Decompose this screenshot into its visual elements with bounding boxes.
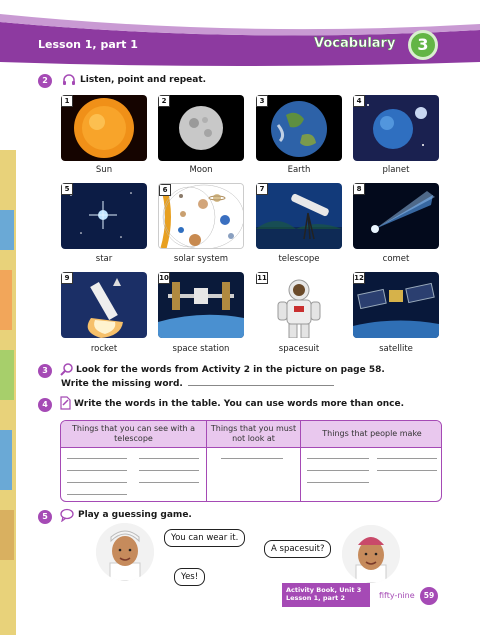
item-number: 1 — [61, 95, 73, 107]
boy-avatar — [96, 523, 154, 581]
page-number: 59 — [420, 587, 438, 605]
item-number: 10 — [159, 274, 169, 282]
item-label: rocket — [90, 344, 118, 354]
activity3-line2: Write the missing word. — [61, 379, 183, 389]
item-number: 11 — [257, 274, 267, 282]
speech-bubble: Yes! — [174, 568, 205, 586]
satellite-image — [353, 272, 439, 338]
space-station-image — [158, 272, 244, 338]
pencil-icon — [58, 396, 72, 410]
item-number: 8 — [353, 183, 365, 195]
write-line[interactable] — [307, 470, 369, 471]
speech-bubble-icon — [60, 508, 74, 522]
comet-image — [353, 183, 439, 249]
speech-bubble: A spacesuit? — [264, 540, 331, 558]
moon-image — [158, 95, 244, 161]
telescope-image — [256, 183, 342, 249]
lesson-title: Lesson 1, part 1 — [38, 38, 138, 51]
table-header: Things that people make — [301, 421, 442, 447]
write-line[interactable] — [377, 470, 437, 471]
activity2-instruction: Listen, point and repeat. — [80, 75, 207, 85]
activity-number: 3 — [38, 364, 52, 378]
item-number: 7 — [256, 183, 268, 195]
item-label: Moon — [189, 165, 213, 175]
item-number: 3 — [256, 95, 268, 107]
solar-system-image — [158, 183, 244, 249]
write-line[interactable] — [377, 458, 437, 459]
word-table — [60, 420, 442, 502]
item-number: 4 — [353, 95, 365, 107]
activity-number: 2 — [38, 74, 52, 88]
write-line[interactable] — [67, 482, 127, 483]
header-banner — [0, 0, 480, 72]
item-label: space station — [172, 344, 230, 354]
activity5-instruction: Play a guessing game. — [78, 510, 192, 520]
page-header — [0, 0, 480, 72]
ab-line-1: Activity Book, Unit 3 — [286, 586, 362, 594]
activity3-line1: Look for the words from Activity 2 in the picture on page 58. — [76, 365, 385, 375]
item-number: 12 — [354, 274, 364, 282]
activity4-instruction: Write the words in the table. You can use words more than once. — [74, 399, 405, 409]
item-number: 5 — [61, 183, 73, 195]
headphones-icon — [62, 73, 76, 87]
earth-image — [256, 95, 342, 161]
planet-image — [353, 95, 439, 161]
write-line[interactable] — [67, 470, 127, 471]
write-line[interactable] — [307, 482, 369, 483]
magnifier-icon — [60, 362, 74, 376]
item-label: star — [95, 254, 113, 264]
item-number: 6 — [159, 184, 171, 196]
previous-page-edge — [0, 150, 16, 635]
activity-number: 4 — [38, 398, 52, 412]
speech-bubble: You can wear it. — [164, 529, 245, 547]
star-image — [61, 183, 147, 249]
ab-line-2: Lesson 1, part 2 — [286, 594, 346, 602]
item-label: Earth — [287, 165, 311, 175]
item-label: satellite — [379, 344, 413, 354]
section-title: Vocabulary — [314, 36, 396, 51]
activity-number: 5 — [38, 510, 52, 524]
rocket-image — [61, 272, 147, 338]
write-line[interactable] — [67, 458, 127, 459]
table-header: Things that you must not look at — [207, 421, 300, 447]
item-label: planet — [382, 165, 410, 175]
write-line[interactable] — [139, 458, 199, 459]
write-line[interactable] — [307, 458, 369, 459]
write-line[interactable] — [67, 494, 127, 495]
boy-avatar — [342, 525, 400, 583]
write-line[interactable] — [139, 470, 199, 471]
unit-badge: 3 — [408, 30, 438, 60]
spacesuit-image — [256, 272, 342, 338]
write-line[interactable] — [221, 458, 283, 459]
item-number: 9 — [61, 272, 73, 284]
answer-line[interactable] — [188, 385, 334, 386]
item-number: 2 — [158, 95, 170, 107]
item-label: solar system — [173, 254, 229, 264]
sun-image — [61, 95, 147, 161]
item-label: comet — [382, 254, 410, 264]
activity-book-reference — [282, 583, 370, 607]
item-label: spacesuit — [278, 344, 320, 354]
page-name: fifty-nine — [379, 591, 415, 600]
item-label: Sun — [95, 165, 113, 175]
item-label: telescope — [278, 254, 320, 264]
table-header: Things that you can see with a telescope — [61, 421, 206, 447]
write-line[interactable] — [139, 482, 199, 483]
